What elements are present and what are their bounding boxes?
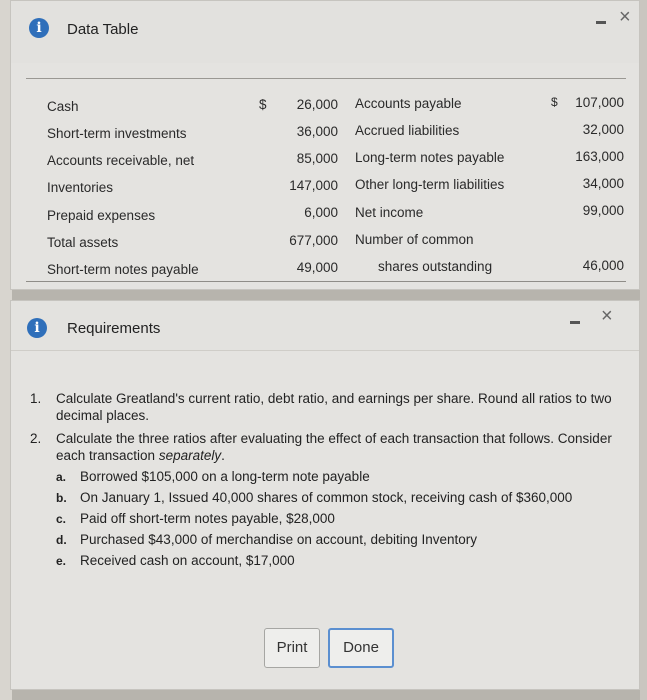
row-label: Accrued liabilities [355, 123, 460, 138]
minimize-icon[interactable] [596, 21, 606, 24]
requirement-text: Calculate the three ratios after evaluating the effect of each transaction that follows. Consider each transaction [56, 431, 612, 463]
row-value: 34,000 [582, 176, 624, 191]
row-value: 26,000 [296, 97, 338, 112]
row-label: Inventories [47, 180, 114, 195]
transaction-text: Purchased $43,000 of merchandise on account, debiting Inventory [80, 532, 478, 547]
requirement-text: Calculate Greatland's current ratio, debt ratio, and earnings per share. Round all ratios to two decimal places. [56, 391, 612, 423]
transaction-item [30, 510, 620, 528]
transaction-list [30, 468, 620, 570]
row-label: Other long-term liabilities [355, 177, 505, 192]
row-value: 46,000 [582, 258, 624, 273]
requirement-number: 1. [30, 391, 42, 406]
transaction-letter: e. [56, 554, 67, 568]
print-button[interactable]: Print [264, 628, 320, 668]
row-value: 107,000 [575, 95, 624, 110]
row-label: Short-term notes payable [47, 262, 199, 277]
transaction-letter: d. [56, 533, 67, 547]
requirements-list [30, 390, 620, 573]
transaction-letter: c. [56, 512, 67, 526]
row-label: Accounts receivable, net [47, 153, 195, 168]
row-label: Total assets [47, 235, 119, 250]
requirement-item [30, 430, 620, 464]
transaction-text: Paid off short-term notes payable, $28,000 [80, 511, 335, 526]
table-top-rule [26, 78, 626, 79]
data-table-titlebar [11, 1, 639, 63]
currency-sign: $ [551, 95, 558, 109]
row-value: 677,000 [289, 233, 338, 248]
transaction-text: Borrowed $105,000 on a long-term note payable [80, 469, 370, 484]
table-bottom-rule [26, 281, 626, 282]
requirement-number: 2. [30, 431, 42, 446]
row-label: Long-term notes payable [355, 150, 505, 165]
transaction-item [30, 531, 620, 549]
row-value: 49,000 [296, 260, 338, 275]
data-table-title: Data Table [67, 21, 139, 38]
row-label: shares outstanding [378, 259, 493, 274]
info-icon: i [27, 318, 47, 338]
row-value: 6,000 [304, 205, 338, 220]
currency-sign: $ [259, 97, 267, 112]
row-label: Number of common [355, 232, 474, 247]
row-value: 32,000 [582, 122, 624, 137]
background-edge-right [640, 0, 647, 700]
transaction-item [30, 468, 620, 486]
close-icon[interactable]: × [619, 6, 631, 28]
row-value: 36,000 [296, 124, 338, 139]
requirement-emphasis: separately [158, 448, 222, 463]
minimize-icon[interactable] [570, 321, 580, 324]
row-label: Cash [47, 99, 79, 114]
row-label: Accounts payable [355, 96, 462, 111]
transaction-letter: b. [56, 491, 67, 505]
info-icon: i [29, 18, 49, 38]
row-value: 85,000 [296, 151, 338, 166]
row-value: 99,000 [582, 203, 624, 218]
row-value: 147,000 [289, 178, 338, 193]
row-label: Prepaid expenses [47, 208, 156, 223]
transaction-text: On January 1, Issued 40,000 shares of common stock, receiving cash of $360,000 [80, 490, 573, 505]
transaction-item [30, 552, 620, 570]
done-button[interactable]: Done [328, 628, 394, 668]
row-value: 163,000 [575, 149, 624, 164]
requirements-title: Requirements [67, 320, 161, 337]
transaction-item [30, 489, 620, 507]
requirement-item [30, 390, 620, 424]
row-label: Short-term investments [47, 126, 187, 141]
requirements-titlebar [11, 301, 639, 351]
requirement-text-end: . [221, 448, 225, 463]
transaction-text: Received cash on account, $17,000 [80, 553, 295, 568]
row-label: Net income [355, 205, 424, 220]
transaction-letter: a. [56, 470, 67, 484]
close-icon[interactable]: × [601, 305, 613, 327]
